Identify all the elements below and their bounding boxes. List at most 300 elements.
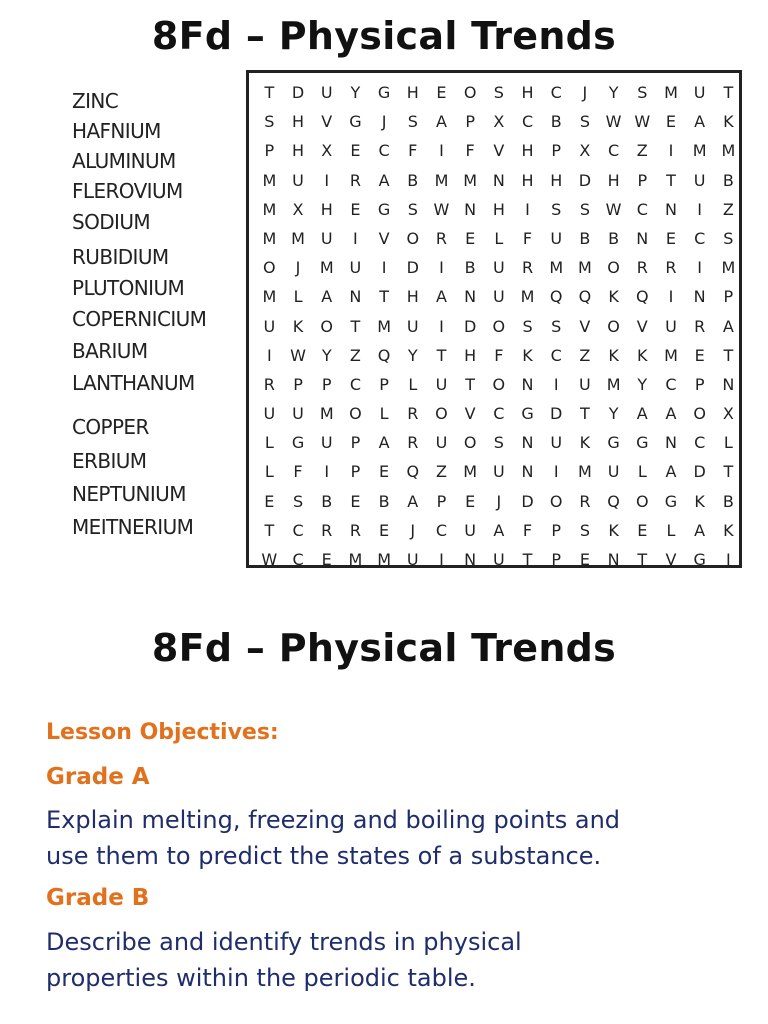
grid-letter: O <box>549 491 563 511</box>
grid-letter: U <box>550 228 563 248</box>
grid-letter: Q <box>406 462 420 482</box>
grid-letter: I <box>553 374 559 394</box>
grid-letter: I <box>439 550 444 569</box>
grid-letter: G <box>377 199 391 219</box>
grid-letter: R <box>665 258 677 278</box>
grid-letter: P <box>264 141 275 161</box>
grid-letter: N <box>693 287 706 307</box>
grid-letter: J <box>582 83 588 102</box>
grid-letter: L <box>637 462 647 482</box>
grid-letter: U <box>406 550 419 569</box>
word-list-item: PLUTONIUM <box>72 276 185 300</box>
grid-letter: H <box>406 83 419 102</box>
grid-letter: A <box>665 462 677 482</box>
grid-letter: U <box>665 316 677 336</box>
grid-letter: O <box>263 258 276 278</box>
grid-letter: B <box>550 112 562 132</box>
grid-letter: G <box>349 112 362 132</box>
grid-letter: P <box>551 141 562 161</box>
grid-letter: S <box>407 199 418 219</box>
grid-letter: R <box>263 374 275 394</box>
grid-letter: I <box>439 258 444 278</box>
word-list-item: NEPTUNIUM <box>72 482 186 506</box>
grid-letter: M <box>348 550 363 569</box>
grid-letter: A <box>435 112 447 132</box>
grid-letter: S <box>579 199 590 219</box>
grid-letter: C <box>435 520 448 540</box>
grid-letter: T <box>264 83 275 102</box>
grid-letter: P <box>637 170 648 190</box>
grid-letter: E <box>637 520 648 540</box>
grid-letter: U <box>492 462 505 482</box>
word-list-item: FLEROVIUM <box>72 179 183 203</box>
grade-a-objective <box>46 802 746 874</box>
page-title: 8Fd – Physical Trends <box>151 14 617 58</box>
grid-letter: S <box>551 316 562 336</box>
grid-letter: Q <box>377 345 391 365</box>
grid-letter: E <box>665 112 677 132</box>
grid-letter: Q <box>578 287 592 307</box>
grid-letter: P <box>379 374 389 394</box>
grid-letter: E <box>350 491 361 511</box>
grid-letter: J <box>410 520 416 540</box>
grid-letter: E <box>665 228 677 248</box>
grid-letter: C <box>493 404 505 424</box>
grid-letter: A <box>636 404 648 424</box>
slide-title: 8Fd – Physical Trends <box>151 626 617 670</box>
grid-letter: V <box>493 141 505 161</box>
grid-letter: S <box>264 112 275 132</box>
grid-letter: M <box>692 141 707 161</box>
grid-letter: U <box>693 170 706 190</box>
grid-letter: R <box>407 404 419 424</box>
grid-letter: U <box>263 404 276 424</box>
grid-letter: U <box>693 83 706 102</box>
grid-letter: V <box>579 316 591 336</box>
grid-letter: I <box>353 228 358 248</box>
grid-letter: H <box>492 199 505 219</box>
grade-a-label: Grade A <box>46 764 150 790</box>
grid-letter: C <box>694 228 706 248</box>
grid-letter: E <box>379 462 390 482</box>
grid-letter: Y <box>407 345 418 365</box>
grid-letter: M <box>664 345 678 365</box>
grid-letter: C <box>521 112 534 132</box>
grid-letter: N <box>521 374 534 394</box>
grid-letter: M <box>549 258 564 278</box>
grid-letter: K <box>292 316 304 336</box>
grid-letter: D <box>693 462 706 482</box>
grid-letter: O <box>349 404 362 424</box>
grid-letter: L <box>379 404 389 424</box>
grade-b-objective <box>46 924 746 996</box>
grid-letter: K <box>723 520 734 540</box>
grid-letter: H <box>464 345 477 365</box>
grid-letter: A <box>378 433 390 453</box>
grid-letter: M <box>262 228 277 248</box>
grid-letter: S <box>579 112 590 132</box>
grid-letter: A <box>435 287 447 307</box>
grid-letter: O <box>320 316 334 336</box>
word-search-grid <box>246 70 742 568</box>
grid-letter: K <box>637 345 648 365</box>
grid-letter: H <box>292 141 305 161</box>
word-list-item: SODIUM <box>72 210 151 234</box>
grid-letter: A <box>493 520 505 540</box>
grid-letter: B <box>722 491 734 511</box>
grid-letter: P <box>321 374 332 394</box>
grid-letter: G <box>664 491 678 511</box>
grid-letter: G <box>377 83 391 102</box>
grid-letter: L <box>494 228 504 248</box>
grid-letter: W <box>605 199 622 219</box>
grid-letter: P <box>694 374 705 394</box>
grid-letter: G <box>291 433 305 453</box>
grid-letter: I <box>725 550 731 569</box>
grid-letter: N <box>664 433 677 453</box>
grid-letter: M <box>721 141 736 161</box>
grid-letter: P <box>723 287 734 307</box>
grid-letter: P <box>436 491 447 511</box>
grid-letter: P <box>551 520 562 540</box>
grid-letter: P <box>551 550 562 569</box>
grid-letter: M <box>291 228 305 248</box>
grid-letter: S <box>493 433 504 453</box>
grid-letter: R <box>321 520 333 540</box>
grid-letter: U <box>492 258 505 278</box>
grid-letter: X <box>321 141 333 161</box>
grid-letter: C <box>550 345 562 365</box>
grid-letter: A <box>378 170 390 190</box>
grid-letter: S <box>579 520 590 540</box>
grid-letter: S <box>493 83 504 102</box>
grid-letter: G <box>636 433 649 453</box>
grid-letter: J <box>295 258 301 278</box>
grid-letter: R <box>521 258 534 278</box>
grid-letter: O <box>435 404 448 424</box>
word-list-item: ERBIUM <box>72 449 147 473</box>
grid-letter: G <box>693 550 706 569</box>
grid-letter: B <box>464 258 476 278</box>
grid-letter: M <box>578 462 592 482</box>
grid-letter: R <box>407 433 419 453</box>
grid-letter: X <box>493 112 505 132</box>
grid-letter: D <box>578 170 592 190</box>
grid-letter: O <box>492 374 506 394</box>
grid-letter: J <box>496 491 502 511</box>
grid-letter: I <box>324 170 330 190</box>
grade-b-label: Grade B <box>46 885 150 911</box>
grid-letter: D <box>463 316 477 336</box>
grid-letter: L <box>723 433 733 453</box>
grid-letter: I <box>439 141 444 161</box>
grid-letter: B <box>608 228 620 248</box>
word-list-item: BARIUM <box>72 339 148 363</box>
grid-letter: R <box>579 491 591 511</box>
grid-letter: L <box>264 462 274 482</box>
grid-letter: B <box>407 170 419 190</box>
grid-letter: P <box>350 433 361 453</box>
grid-letter: F <box>465 141 475 161</box>
grid-letter: M <box>319 404 334 424</box>
grid-letter: A <box>722 316 734 336</box>
grid-letter: K <box>723 112 734 132</box>
grid-letter: S <box>522 316 533 336</box>
grid-letter: U <box>607 462 620 482</box>
grid-letter: O <box>463 83 477 102</box>
grid-letter: I <box>525 199 530 219</box>
grid-letter: N <box>607 550 620 569</box>
grid-letter: M <box>721 258 736 278</box>
word-list-item: MEITNERIUM <box>72 515 194 539</box>
grid-letter: E <box>436 83 447 102</box>
grid-letter: X <box>292 199 304 219</box>
grid-letter: E <box>264 491 275 511</box>
grid-letter: T <box>580 404 590 424</box>
grid-letter: Q <box>635 287 649 307</box>
grid-letter: T <box>350 316 361 336</box>
grade-a-line: Explain melting, freezing and boiling points and <box>46 806 621 834</box>
grid-letter: N <box>521 462 534 482</box>
grid-letter: B <box>579 228 591 248</box>
grid-letter: H <box>521 170 534 190</box>
grid-letter: H <box>521 141 534 161</box>
grid-letter: C <box>349 374 361 394</box>
grid-letter: K <box>694 491 705 511</box>
grid-letter: T <box>465 374 476 394</box>
grid-letter: V <box>464 404 476 424</box>
grid-letter: N <box>664 199 677 219</box>
grid-letter: M <box>463 462 478 482</box>
grid-letter: T <box>522 550 533 569</box>
grid-letter: K <box>608 287 619 307</box>
grid-letter: T <box>723 345 734 365</box>
grid-letter: T <box>723 83 734 102</box>
grid-letter: Y <box>637 374 648 394</box>
grid-letter: P <box>350 462 361 482</box>
grid-letter: U <box>492 550 505 569</box>
word-list-item: COPERNICIUM <box>72 307 207 331</box>
grid-letter: C <box>292 520 304 540</box>
grid-letter: K <box>608 345 619 365</box>
grid-letter: U <box>464 520 477 540</box>
grid-letter: F <box>522 228 533 248</box>
grid-letter: D <box>291 83 305 102</box>
grid-letter: U <box>579 374 591 394</box>
grid-letter: N <box>349 287 362 307</box>
grid-letter: W <box>634 112 651 132</box>
grid-letter: D <box>550 404 563 424</box>
grid-letter: Q <box>549 287 563 307</box>
grid-letter: M <box>664 83 678 102</box>
grid-letter: X <box>722 404 734 424</box>
grid-letter: W <box>290 345 306 365</box>
grid-letter: K <box>522 345 533 365</box>
grid-letter: U <box>292 170 304 190</box>
grid-letter: M <box>578 258 592 278</box>
grid-letter: K <box>608 520 619 540</box>
grid-letter: I <box>266 345 272 365</box>
grid-letter: Z <box>579 345 591 365</box>
grid-letter: T <box>436 345 447 365</box>
grid-letter: R <box>636 258 648 278</box>
grid-letter: R <box>349 170 361 190</box>
grid-letter: E <box>694 345 705 365</box>
grid-letter: I <box>553 462 559 482</box>
grid-letter: U <box>550 433 563 453</box>
grid-letter: M <box>434 170 449 190</box>
grid-letter: E <box>579 550 590 569</box>
grid-letter: M <box>377 550 391 569</box>
grid-letter: N <box>521 433 534 453</box>
grid-letter: N <box>492 170 505 190</box>
grid-letter: H <box>320 199 333 219</box>
grid-letter: E <box>465 228 476 248</box>
grid-letter: U <box>320 83 333 102</box>
grid-letter: U <box>263 316 276 336</box>
word-list-item: LANTHANUM <box>72 371 195 395</box>
grid-letter: H <box>292 112 305 132</box>
grid-letter: T <box>637 550 648 569</box>
grid-letter: Y <box>350 83 361 102</box>
grid-letter: E <box>321 550 332 569</box>
grid-letter: C <box>292 550 304 569</box>
grid-letter: I <box>697 258 703 278</box>
grid-letter: H <box>550 170 563 190</box>
grid-letter: G <box>521 404 534 424</box>
grid-letter: N <box>722 374 735 394</box>
grid-letter: O <box>693 404 706 424</box>
grid-letter: O <box>492 316 506 336</box>
grid-letter: D <box>406 258 419 278</box>
grid-letter: S <box>637 83 648 102</box>
grid-letter: M <box>262 199 277 219</box>
grid-letter: O <box>406 228 420 248</box>
grid-letter: E <box>379 520 390 540</box>
grid-letter: M <box>606 374 621 394</box>
grid-letter: R <box>435 228 448 248</box>
grid-letter: O <box>607 258 620 278</box>
word-list-item: HAFNIUM <box>72 119 161 143</box>
grid-letter: C <box>665 374 677 394</box>
grid-letter: R <box>694 316 706 336</box>
grid-letter: M <box>463 170 478 190</box>
grid-letter: L <box>408 374 418 394</box>
grid-letter: Z <box>636 141 648 161</box>
grid-letter: U <box>349 258 362 278</box>
grid-letter: W <box>261 550 278 569</box>
grid-letter: A <box>407 491 419 511</box>
grid-letter: F <box>494 345 504 365</box>
grid-letter: X <box>579 141 591 161</box>
grid-letter: Y <box>608 404 619 424</box>
grid-letter: O <box>607 316 620 336</box>
grid-letter: E <box>350 141 361 161</box>
word-list-item: ZINC <box>72 89 119 113</box>
grid-letter: T <box>666 170 676 190</box>
grid-letter: V <box>321 112 333 132</box>
grid-letter: S <box>723 228 734 248</box>
grade-b-line: properties within the periodic table. <box>46 964 476 992</box>
grid-letter: E <box>350 199 361 219</box>
grid-letter: H <box>521 83 534 102</box>
grid-letter: N <box>464 199 477 219</box>
grid-letter: I <box>324 462 330 482</box>
grid-letter: B <box>321 491 333 511</box>
grid-letter: H <box>406 287 419 307</box>
grid-letter: U <box>292 404 304 424</box>
grade-a-line: use them to predict the states of a substance. <box>46 842 602 870</box>
grid-letter: S <box>407 112 418 132</box>
grid-letter: H <box>607 170 620 190</box>
grid-letter: F <box>293 462 303 482</box>
word-list-item: COPPER <box>72 415 149 439</box>
word-list-item: ALUMINUM <box>72 149 176 173</box>
grid-letter: F <box>408 141 418 161</box>
grid-letter: I <box>668 141 674 161</box>
grid-letter: U <box>406 316 419 336</box>
grid-letter: U <box>435 433 448 453</box>
grid-letter: C <box>550 83 562 102</box>
grid-letter: K <box>579 433 591 453</box>
letter-grid <box>255 78 743 574</box>
grid-letter: N <box>464 287 477 307</box>
grid-letter: M <box>262 170 277 190</box>
grid-letter: Z <box>722 199 734 219</box>
grid-letter: R <box>349 520 361 540</box>
grid-letter: J <box>381 112 387 132</box>
grid-letter: Z <box>435 462 447 482</box>
grid-letter: L <box>264 433 274 453</box>
grid-letter: U <box>320 228 333 248</box>
grid-letter: A <box>694 112 706 132</box>
grid-letter: U <box>492 287 505 307</box>
grid-letter: A <box>321 287 333 307</box>
grid-letter: S <box>292 491 304 511</box>
grid-letter: C <box>694 433 706 453</box>
grid-letter: B <box>722 170 734 190</box>
grid-letter: Y <box>608 83 619 102</box>
grid-letter: V <box>378 228 390 248</box>
grid-letter: L <box>666 520 676 540</box>
grid-letter: I <box>439 316 444 336</box>
grid-letter: C <box>636 199 648 219</box>
grid-letter: P <box>293 374 303 394</box>
word-list-item: RUBIDIUM <box>72 245 169 269</box>
grid-letter: U <box>320 433 333 453</box>
grid-letter: V <box>665 550 677 569</box>
grid-letter: E <box>465 491 476 511</box>
grid-letter: S <box>551 199 562 219</box>
grid-letter: A <box>694 520 706 540</box>
grid-letter: P <box>465 112 475 132</box>
grid-letter: L <box>293 287 303 307</box>
grid-letter: O <box>635 491 649 511</box>
grid-letter: W <box>433 199 450 219</box>
grid-letter: Z <box>349 345 361 365</box>
grid-letter: G <box>607 433 620 453</box>
grid-letter: T <box>379 287 389 307</box>
grid-letter: M <box>319 258 334 278</box>
grid-letter: M <box>262 287 277 307</box>
grid-letter: W <box>605 112 622 132</box>
grade-b-line: Describe and identify trends in physical <box>46 928 522 956</box>
grid-letter: I <box>668 287 674 307</box>
grid-letter: T <box>723 462 734 482</box>
grid-letter: N <box>636 228 649 248</box>
grid-letter: A <box>665 404 677 424</box>
grid-letter: I <box>381 258 387 278</box>
